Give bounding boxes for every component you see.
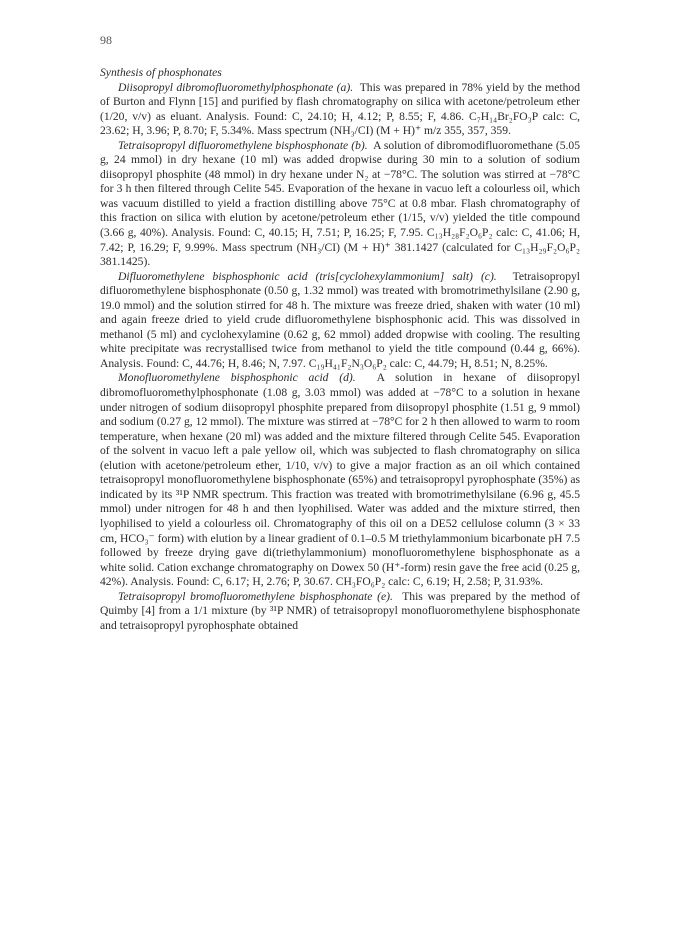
paragraph-body: A solution of dibromodifluoromethane (5.05 g, 24 mmol) in dry hexane (10 ml) was added dropwise during 30 min to a solution of sodium diisopropyl phosphite (48 mmol) in dry hexane under N₂ at −78°C. The solution was stirred at −78°C for 3 h then filtered through Celite 545. Evaporation of the hexane in vacuo left a colourless oil, which was vacuum distilled to yield a fraction distilling above 75°C at 0.8 mbar. Flash chromatography of this fraction on silica with elution by acetone/petroleum ether (1/15, v/v) yielded the title compound (3.66 g, 40%). Analysis. Found: C, 40.15; H, 7.51; P, 16.25; F, 7.95. C₁₃H₂₈F₂O₆P₂ calc: C, 41.06; H, 7.42; P, 16.29; F, 9.99%. Mass spectrum (NH₃/CI) (M + H)⁺ 381.1427 (calculated for C₁₃H₂₉F₂O₆P₂ 381.1425). xyxy=(100,138,580,269)
paragraph-compound-b xyxy=(100,139,580,270)
paragraph-title: Tetraisopropyl difluoromethylene bisphosphonate (b). xyxy=(118,138,368,152)
paragraph-body: Tetraisopropyl difluoromethylene bisphosphonate (0.50 g, 1.32 mmol) was treated with bromotrimethylsilane (2.90 g, 19.0 mmol) and the solution stirred for 48 h. The mixture was freeze dried, shaken with water (10 ml) and again freeze dried to yield crude difluoromethylene bisphosphonic acid. This was dissolved in methanol (5 ml) and cyclohexylamine (0.62 g, 62 mmol) added dropwise with cooling. The resulting white precipitate was recrystallised twice from methanol to yield the title compound (0.44 g, 66%). Analysis. Found: C, 44.76; H, 8.46; N, 7.97. C₁₉H₄₁F₂N₃O₆P₂ calc: C, 44.79; H, 8.51; N, 8.25%. xyxy=(100,269,581,370)
paragraph-body: This was prepared in 78% yield by the method of Burton and Flynn [15] and purified by flash chromatography on silica with acetone/petroleum ether (1/20, v/v) as eluant. Analysis. Found: C, 24.10; H, 4.12; P, 8.55; F, 4.86. C₇H₁₄Br₂FO₃P calc: C, 23.62; H, 3.96; P, 8.70; F, 5.34%. Mass spectrum (NH₃/CI) (M + H)⁺ m/z 355, 357, 359. xyxy=(100,80,580,138)
page-number: 98 xyxy=(100,33,112,47)
body-column xyxy=(100,66,580,633)
section-heading: Synthesis of phosphonates xyxy=(100,66,222,79)
paragraph-title: Difluoromethylene bisphosphonic acid (tris[cyclohexylammonium] salt) (c). xyxy=(118,269,497,283)
paragraph-body: This was prepared by the method of Quimby [4] from a 1/1 mixture (by ³¹P NMR) of tetraisopropyl monofluoromethylene bisphosphonate and tetraisopropyl pyrophosphate obtained xyxy=(100,589,580,632)
paragraph-compound-e xyxy=(100,590,580,634)
paragraph-compound-c xyxy=(100,270,580,372)
paragraph-body: A solution in hexane of diisopropyl dibromofluoromethylphosphonate (1.08 g, 3.03 mmol) was added at −78°C to a solution in hexane under nitrogen of sodium diisopropyl phosphite prepared from diisopropyl phosphite (1.51 g, 9 mmol) and sodium (0.27 g, 12 mmol). The mixture was stirred at −78°C for 2 h then allowed to warm to room temperature, when hexane (20 ml) was added and the mixture filtered through Celite 545. Evaporation of the solvent in vacuo left a pale yellow oil, which was subjected to flash chromatography on silica (elution with acetone/petroleum ether, 1/10, v/v) to give a major fraction as an oil which contained tetraisopropyl monofluoromethylene bisphosphonate (65%) and tetraisopropyl pyrophosphate (35%) as indicated by its ³¹P NMR spectrum. This fraction was treated with bromotrimethylsilane (6.96 g, 45.5 mmol) under nitrogen for 48 h and then lyophilised. Water was added and the mixture stirred, then lyophilised to yield a colourless oil. Chromatography of this oil on a DE52 cellulose column (3 × 33 cm, HCO₃⁻ form) with elution by a linear gradient of 0.1–0.5 M triethylammonium bicarbonate pH 7.5 followed by freeze drying gave di(triethylammonium) monofluoromethylene bisphosphonate as a white solid. Cation exchange chromatography on Dowex 50 (H⁺-form) resin gave the free acid (0.25 g, 42%). Analysis. Found: C, 6.17; H, 2.76; P, 30.67. CH₃FO₆P₂ calc: C, 6.19; H, 2.58; P, 31.93%. xyxy=(100,371,580,589)
paragraph-title: Tetraisopropyl bromofluoromethylene bisphosphonate (e). xyxy=(118,589,393,603)
paragraph-compound-d xyxy=(100,371,580,589)
paragraph-title: Monofluoromethylene bisphosphonic acid (d). xyxy=(118,371,356,385)
paragraph-title: Diisopropyl dibromofluoromethylphosphonate (a). xyxy=(118,80,354,94)
paragraph-compound-a xyxy=(100,81,580,139)
